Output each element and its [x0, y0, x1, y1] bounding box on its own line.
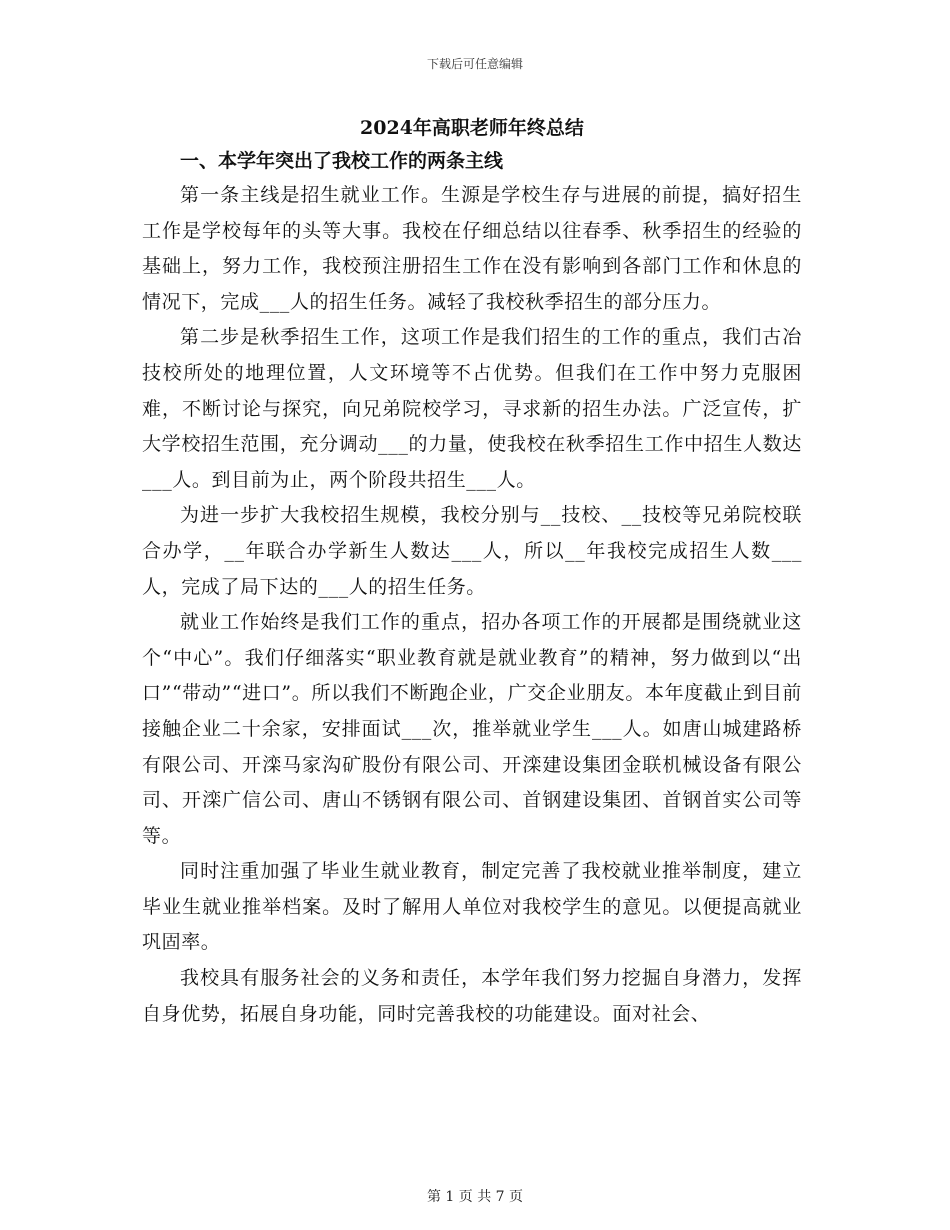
download-note: 下载后可任意编辑 [426, 57, 523, 71]
paragraph-1: 第一条主线是招生就业工作。生源是学校生存与进展的前提，搞好招生工作是学校每年的头等大事。我校在仔细总结以往春季、秋季招生的经验的基础上，努力工作，我校预注册招生工作在没有影响到各部门工作和休息的情况下，完成___人的招生任务。减轻了我校秋季招生的部分压力。 [142, 184, 802, 313]
document-title: 2024年高职老师年终总结 [360, 117, 584, 139]
section-heading: 一、本学年突出了我校工作的两条主线 [180, 150, 504, 172]
paragraph-3: 为进一步扩大我校招生规模，我校分别与__技校、__技校等兄弟院校联合办学，__年联合办学新生人数达___人，所以__年我校完成招生人数___人，完成了局下达的___人的招生任务。 [142, 504, 802, 598]
page-indicator: 第 1 页 共 7 页 [426, 1189, 524, 1205]
paragraph-4: 就业工作始终是我们工作的重点，招办各项工作的开展都是围绕就业这个“中心”。我们仔细落实“职业教育就是就业教育”的精神，努力做到以“出口”“带动”“进口”。所以我们不断跑企业，广交企业朋友。本年度截止到目前接触企业二十余家，安排面试___次，推举就业学生___人。如唐山城建路桥有限公司、开滦马家沟矿股份有限公司、开滦建设集团金联机械设备有限公司、开滦广信公司、唐山不锈钢有限公司、首钢建设集团、首钢首实公司等等。 [142, 611, 802, 847]
document-body [142, 112, 802, 1032]
paragraph-2: 第二步是秋季招生工作，这项工作是我们招生的工作的重点，我们古冶技校所处的地理位置，人文环境等不占优势。但我们在工作中努力克服困难，不断讨论与探究，向兄弟院校学习，寻求新的招生办法。广泛宣传，扩大学校招生范围，充分调动___的力量，使我校在秋季招生工作中招生人数达___人。到目前为止，两个阶段共招生___人。 [142, 326, 802, 491]
paragraph-6: 我校具有服务社会的义务和责任，本学年我们努力挖掘自身潜力，发挥自身优势，拓展自身功能，同时完善我校的功能建设。面对社会、 [142, 967, 802, 1025]
paragraph-5: 同时注重加强了毕业生就业教育，制定完善了我校就业推举制度，建立毕业生就业推举档案。及时了解用人单位对我校学生的意见。以便提高就业巩固率。 [142, 860, 802, 954]
